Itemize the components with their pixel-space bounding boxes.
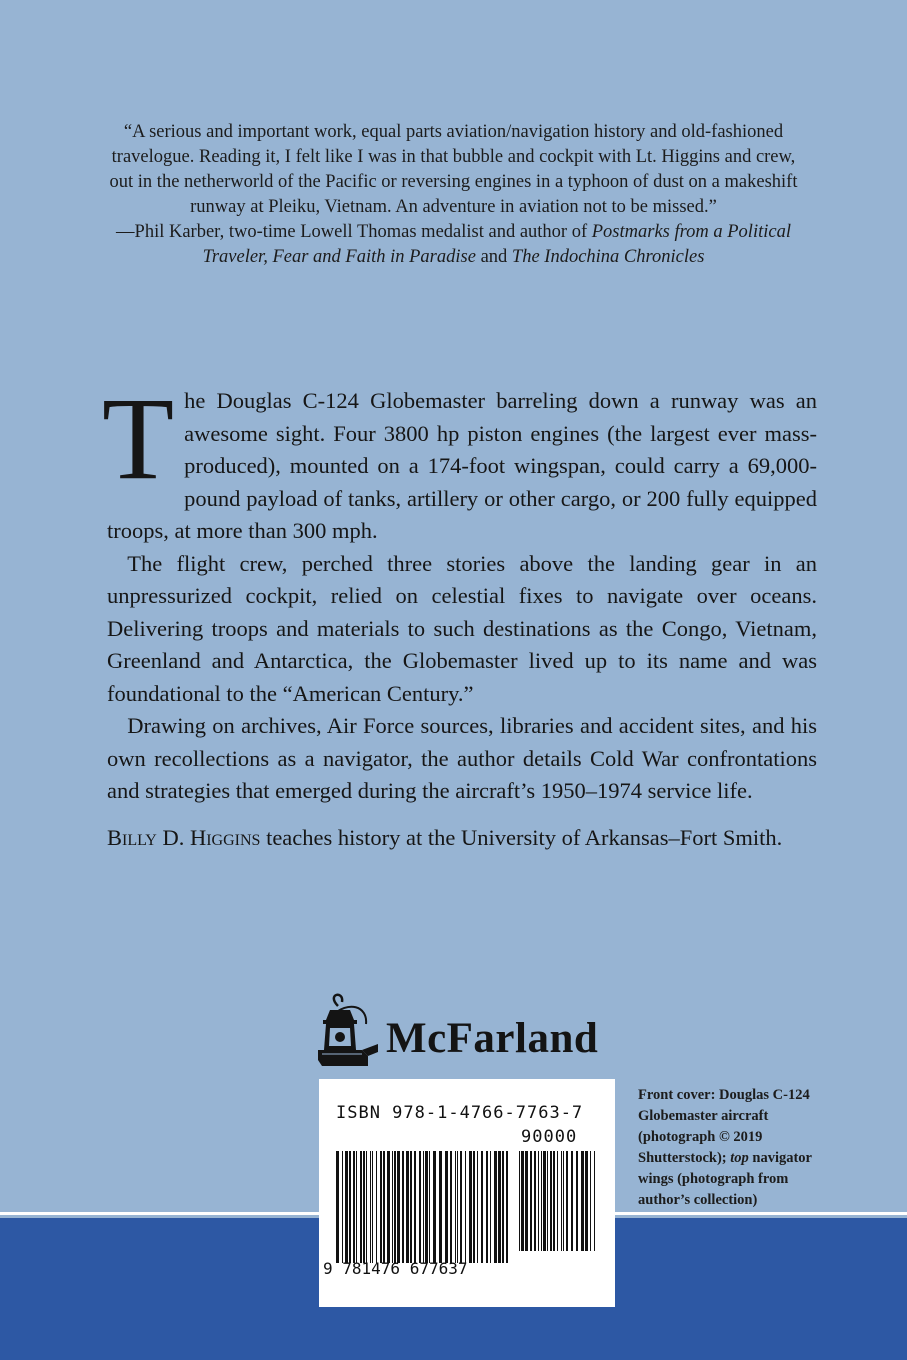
barcode-bar (553, 1151, 555, 1251)
credit-top: top (730, 1150, 749, 1166)
barcode-bar (561, 1151, 562, 1251)
ean-barcode-bars (336, 1151, 514, 1263)
barcode-bar (566, 1151, 568, 1251)
author-bio-text: teaches history at the University of Arkansas–Fort Smith. (260, 824, 783, 850)
barcode-bar (439, 1151, 442, 1263)
barcode-bar (506, 1151, 508, 1263)
barcode-bar (530, 1151, 532, 1251)
publisher-logo (318, 992, 618, 1072)
barcode-bar (594, 1151, 595, 1251)
barcode-bar (571, 1151, 573, 1251)
barcode-bar (345, 1151, 348, 1263)
barcode-bar (349, 1151, 351, 1263)
barcode-bar (397, 1151, 400, 1263)
barcode-bar (360, 1151, 362, 1263)
barcode-bar (376, 1151, 377, 1263)
barcode-bar (353, 1151, 355, 1263)
barcode-bar (490, 1151, 491, 1263)
barcode-bar (469, 1151, 472, 1263)
barcode-bar (406, 1151, 409, 1263)
barcode-bar (590, 1151, 591, 1251)
quote-attribution (100, 220, 807, 270)
barcode-bar (525, 1151, 528, 1251)
barcode-bar (563, 1151, 564, 1251)
barcode-bar (366, 1151, 367, 1263)
barcode-bar (543, 1151, 546, 1251)
barcode-bar (380, 1151, 382, 1263)
description-paragraph-2 (107, 548, 817, 711)
isbn-barcode (319, 1079, 615, 1307)
barcode-bar (425, 1151, 428, 1263)
barcode-bar (410, 1151, 412, 1263)
description-paragraph-1 (102, 373, 817, 548)
barcode-bar (534, 1151, 536, 1251)
description-paragraph-3 (107, 710, 817, 808)
barcode-bar (481, 1151, 483, 1263)
price-code: 90000 (521, 1127, 578, 1147)
barcode-bar (455, 1151, 456, 1263)
paragraph-1-text: he Douglas C-124 Globemaster barreling down a runway was an awesome sight. Four 3800 hp piston engines (the largest ever mass-produced), mounted on a 174-foot wingspan, could carry a 69,000-pound payload of tanks, artillery or other cargo, or 200 fully equipped troops, at more than 300 mph. (107, 388, 817, 543)
addon-barcode-bars (519, 1151, 599, 1251)
barcode-bar (550, 1151, 552, 1251)
barcode-bar (547, 1151, 548, 1251)
author-name: Billy D. Higgins (107, 824, 261, 850)
barcode-bar (486, 1151, 488, 1263)
separator-2: and (475, 247, 512, 267)
book-title-2: Fear and Faith in Paradise (272, 247, 476, 267)
barcode-bar (502, 1151, 504, 1263)
author-bio (107, 822, 817, 855)
barcode-bar (498, 1151, 501, 1263)
barcode-bar (450, 1151, 452, 1263)
barcode-bar (419, 1151, 421, 1263)
paragraph-2-text: The flight crew, perched three stories above the landing gear in an unpressurized cockpit, relied on celestial fixes to navigate over oceans. Delivering troops and materials to such destinations as the Congo, Vietnam, Greenland and Antarctica, the Globemaster lived up to its name and was foundational to the “American Century.” (107, 550, 817, 706)
barcode-bar (445, 1151, 448, 1263)
barcode-bar (576, 1151, 578, 1251)
barcode-bar (541, 1151, 542, 1251)
barcode-bar (336, 1151, 339, 1263)
cover-credit (638, 1085, 838, 1211)
barcode-bar (585, 1151, 588, 1251)
barcode-bar (402, 1151, 404, 1263)
barcode-bar (394, 1151, 396, 1263)
barcode-bar (473, 1151, 475, 1263)
barcode-bar (433, 1151, 436, 1263)
book-title-1: Postmarks from a Political Traveler (202, 222, 791, 267)
barcode-bar (423, 1151, 424, 1263)
separator-1: , (263, 247, 273, 267)
barcode-bar (429, 1151, 430, 1263)
barcode-bar (477, 1151, 478, 1263)
barcode-bar (465, 1151, 466, 1263)
isbn-label: ISBN 978-1-4766-7763-7 (336, 1103, 584, 1123)
barcode-bar (581, 1151, 584, 1251)
credit-text-1: Front cover: Douglas C-124 Globemaster aircraft (photograph © 2019 Shutterstock); (638, 1087, 810, 1166)
barcode-bar (414, 1151, 416, 1263)
barcode-bar (363, 1151, 365, 1263)
barcode-bar (521, 1151, 524, 1251)
barcode-bar (460, 1151, 462, 1263)
barcode-bar (342, 1151, 343, 1263)
barcode-bar (538, 1151, 539, 1251)
book-title-3: The Indochina Chronicles (511, 247, 705, 267)
barcode-bar (387, 1151, 390, 1263)
quote-text: “A serious and important work, equal parts aviation/navigation history and old-fashioned travelogue. Reading it, I felt like I was in that bubble and cockpit with Lt. Higgins and crew, out in the netherworld of the Pacific or reversing engines in a typhoon of dust on a makeshift runway at Pleiku, Vietnam. An adventure in aviation not to be missed.” (109, 122, 798, 217)
barcode-bar (392, 1151, 393, 1263)
barcode-bar (457, 1151, 458, 1263)
credit-text-2: navigator wings (photograph from author’s collection) (638, 1150, 812, 1208)
barcode-bar (383, 1151, 385, 1263)
paragraph-3-text: Drawing on archives, Air Force sources, libraries and accident sites, and his own recollections as a navigator, the author details Cold War confrontations and strategies that emerged during the aircraft’s 1950–1974 service life. (107, 713, 817, 803)
barcode-bar (356, 1151, 357, 1263)
barcode-bar (519, 1151, 520, 1251)
barcode-bar (372, 1151, 373, 1263)
publisher-name: McFarland (386, 1015, 599, 1062)
barcode-bar (494, 1151, 497, 1263)
drop-cap: T (102, 373, 175, 504)
ean-number: 9 781476 677637 (323, 1259, 468, 1278)
barcode-bar (370, 1151, 371, 1263)
attribution-prefix: —Phil Karber, two-time Lowell Thomas medalist and author of (116, 222, 592, 242)
barcode-bar (557, 1151, 558, 1251)
book-description (102, 373, 817, 854)
endorsement-quote (100, 120, 807, 270)
lantern-icon (318, 992, 380, 1072)
